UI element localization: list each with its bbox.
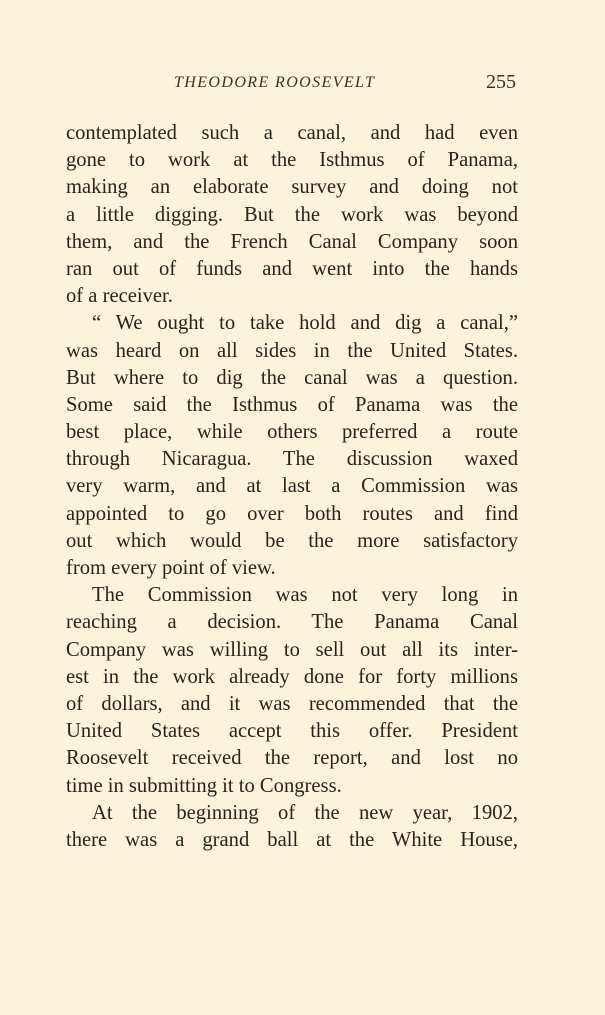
text-line: of dollars, and it was recommended that the — [66, 692, 518, 715]
text-line: reaching a decision. The Panama Canal — [66, 611, 518, 634]
text-line: a little digging. But the work was beyond — [66, 203, 518, 226]
page-number: 255 — [486, 71, 516, 93]
text-line: Company was willing to sell out all its inter- — [66, 638, 518, 661]
text-line: time in submitting it to Congress. — [66, 774, 342, 797]
text-line: Some said the Isthmus of Panama was the — [66, 393, 518, 416]
text-line: making an elaborate survey and doing not — [66, 176, 518, 199]
text-line: from every point of view. — [66, 557, 276, 579]
text-line: there was a grand ball at the White House, — [66, 828, 518, 851]
text-line: through Nicaragua. The discussion waxed — [66, 448, 518, 471]
running-head: THEODORE ROOSEVELT — [174, 74, 376, 91]
text-line: The Commission was not very long in — [92, 584, 518, 607]
text-line: of a receiver. — [66, 285, 173, 308]
text-line: gone to work at the Isthmus of Panama, — [66, 149, 518, 172]
text-line: contemplated such a canal, and had even — [66, 122, 518, 144]
page-header — [66, 71, 516, 98]
text-line: est in the work already done for forty millions — [66, 665, 518, 688]
text-line: Roosevelt received the report, and lost no — [66, 747, 518, 770]
text-line: appointed to go over both routes and find — [66, 502, 518, 525]
text-line: was heard on all sides in the United States. — [66, 339, 518, 362]
text-line: “ We ought to take hold and dig a canal,” — [92, 312, 518, 335]
text-line: United States accept this offer. President — [66, 720, 518, 743]
text-line: out which would be the more satisfactory — [66, 529, 518, 552]
text-line: At the beginning of the new year, 1902, — [92, 801, 518, 824]
text-line: them, and the French Canal Company soon — [66, 230, 518, 253]
text-line: best place, while others preferred a route — [66, 421, 518, 444]
body-text — [66, 120, 518, 854]
text-line: very warm, and at last a Commission was — [66, 475, 518, 498]
text-line: But where to dig the canal was a question. — [66, 366, 518, 389]
text-line: ran out of funds and went into the hands — [66, 257, 518, 280]
